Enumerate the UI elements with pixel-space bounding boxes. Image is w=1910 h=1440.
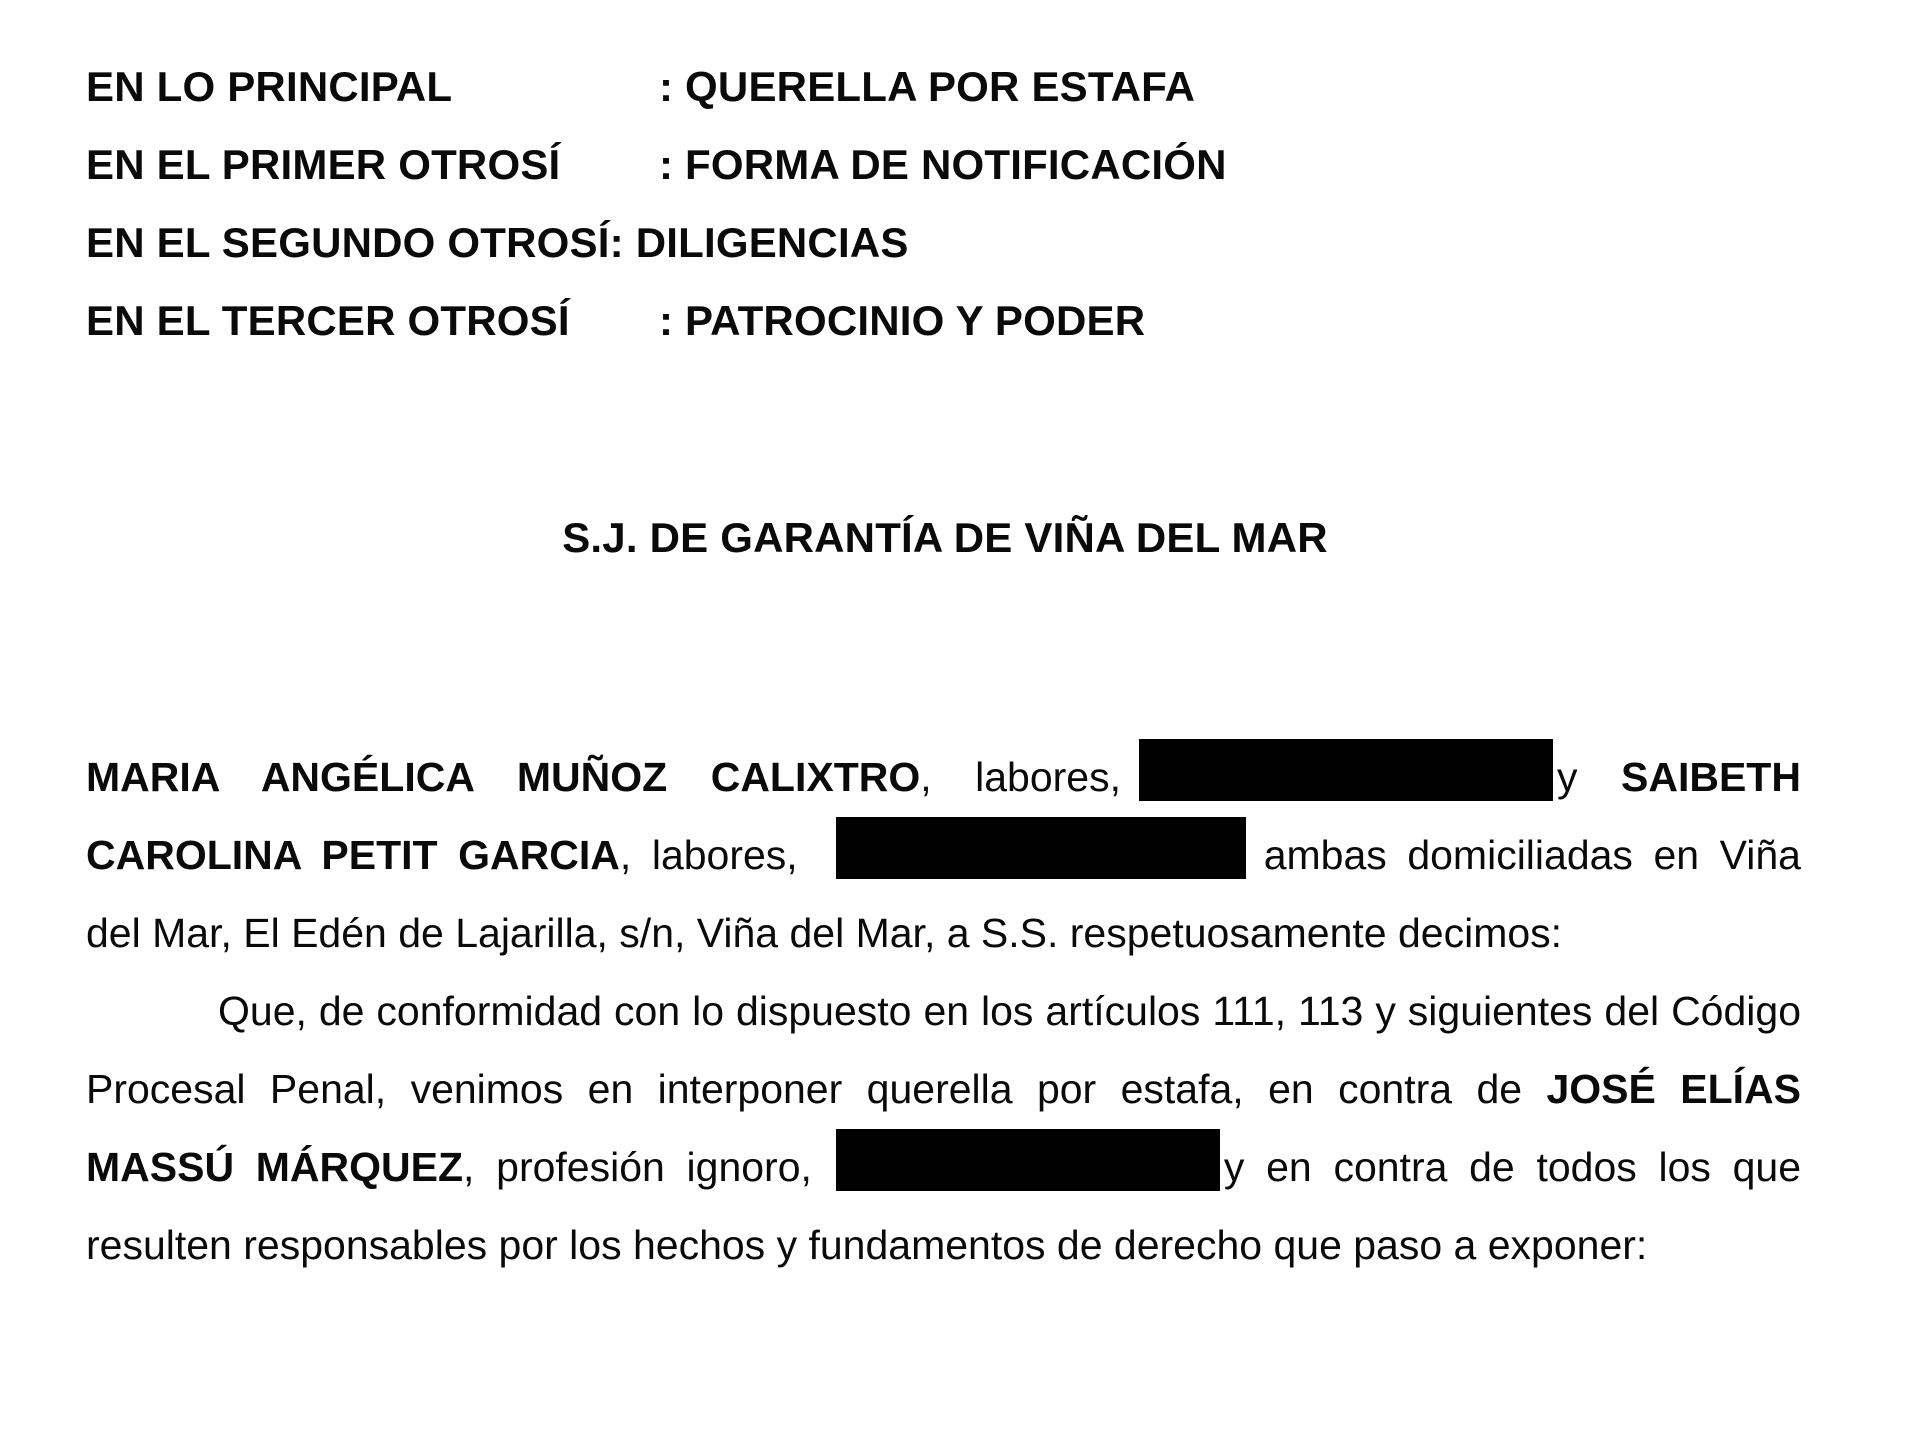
sumilla-row-segundo-otrosi	[86, 204, 909, 282]
party-2-occupation: , labores,	[619, 832, 798, 878]
querella-intro-text: Que, de conformidad con lo dispuesto en los artículos 111, 113 y siguientes del Código Procesal Penal, venimos en interponer querella por estafa, en contra de	[86, 988, 1801, 1112]
sumilla-value: : FORMA DE NOTIFICACIÓN	[659, 141, 1227, 188]
sumilla-block	[86, 48, 1227, 360]
sumilla-label: EN EL TERCER OTROSÍ	[86, 297, 570, 344]
redaction-box	[836, 817, 1246, 879]
defendant-name: JOSÉ ELÍAS MASSÚ MÁRQUEZ	[86, 1066, 1801, 1190]
paragraph-parties	[86, 738, 1801, 972]
party-1-occupation: , labores,	[920, 754, 1121, 800]
sumilla-label: EN EL PRIMER OTROSÍ	[86, 141, 561, 188]
sumilla-row-principal	[86, 48, 1196, 126]
defendant-occupation: , profesión ignoro,	[463, 1144, 812, 1190]
paragraph-querella	[86, 972, 1801, 1284]
sumilla-label: EN EL SEGUNDO OTROSÍ	[86, 219, 610, 266]
sumilla-label: EN LO PRINCIPAL	[86, 63, 453, 110]
redaction-box	[836, 1129, 1220, 1191]
querella-closing-text: y en contra de todos los que resulten responsables por los hechos y fundamentos de derecho que paso a exponer:	[86, 1144, 1801, 1268]
conjunction: y	[1557, 754, 1578, 800]
document-body	[86, 738, 1801, 1284]
sumilla-value: : PATROCINIO Y PODER	[659, 297, 1146, 344]
parties-domicile-text: ambas domiciliadas en Viña del Mar, El Edén de Lajarilla, s/n, Viña del Mar, a S.S. respetuosamente decimos:	[86, 832, 1801, 956]
court-title: S.J. DE GARANTÍA DE VIÑA DEL MAR	[562, 514, 1328, 561]
sumilla-row-primer-otrosi	[86, 126, 1227, 204]
party-name-2: SAIBETH CAROLINA PETIT GARCIA	[86, 754, 1801, 878]
party-name-1: MARIA ANGÉLICA MUÑOZ CALIXTRO	[86, 754, 921, 800]
sumilla-value: : DILIGENCIAS	[609, 219, 909, 266]
sumilla-row-tercer-otrosi	[86, 282, 1146, 360]
redaction-box	[1139, 739, 1553, 801]
sumilla-value: : QUERELLA POR ESTAFA	[659, 63, 1196, 110]
